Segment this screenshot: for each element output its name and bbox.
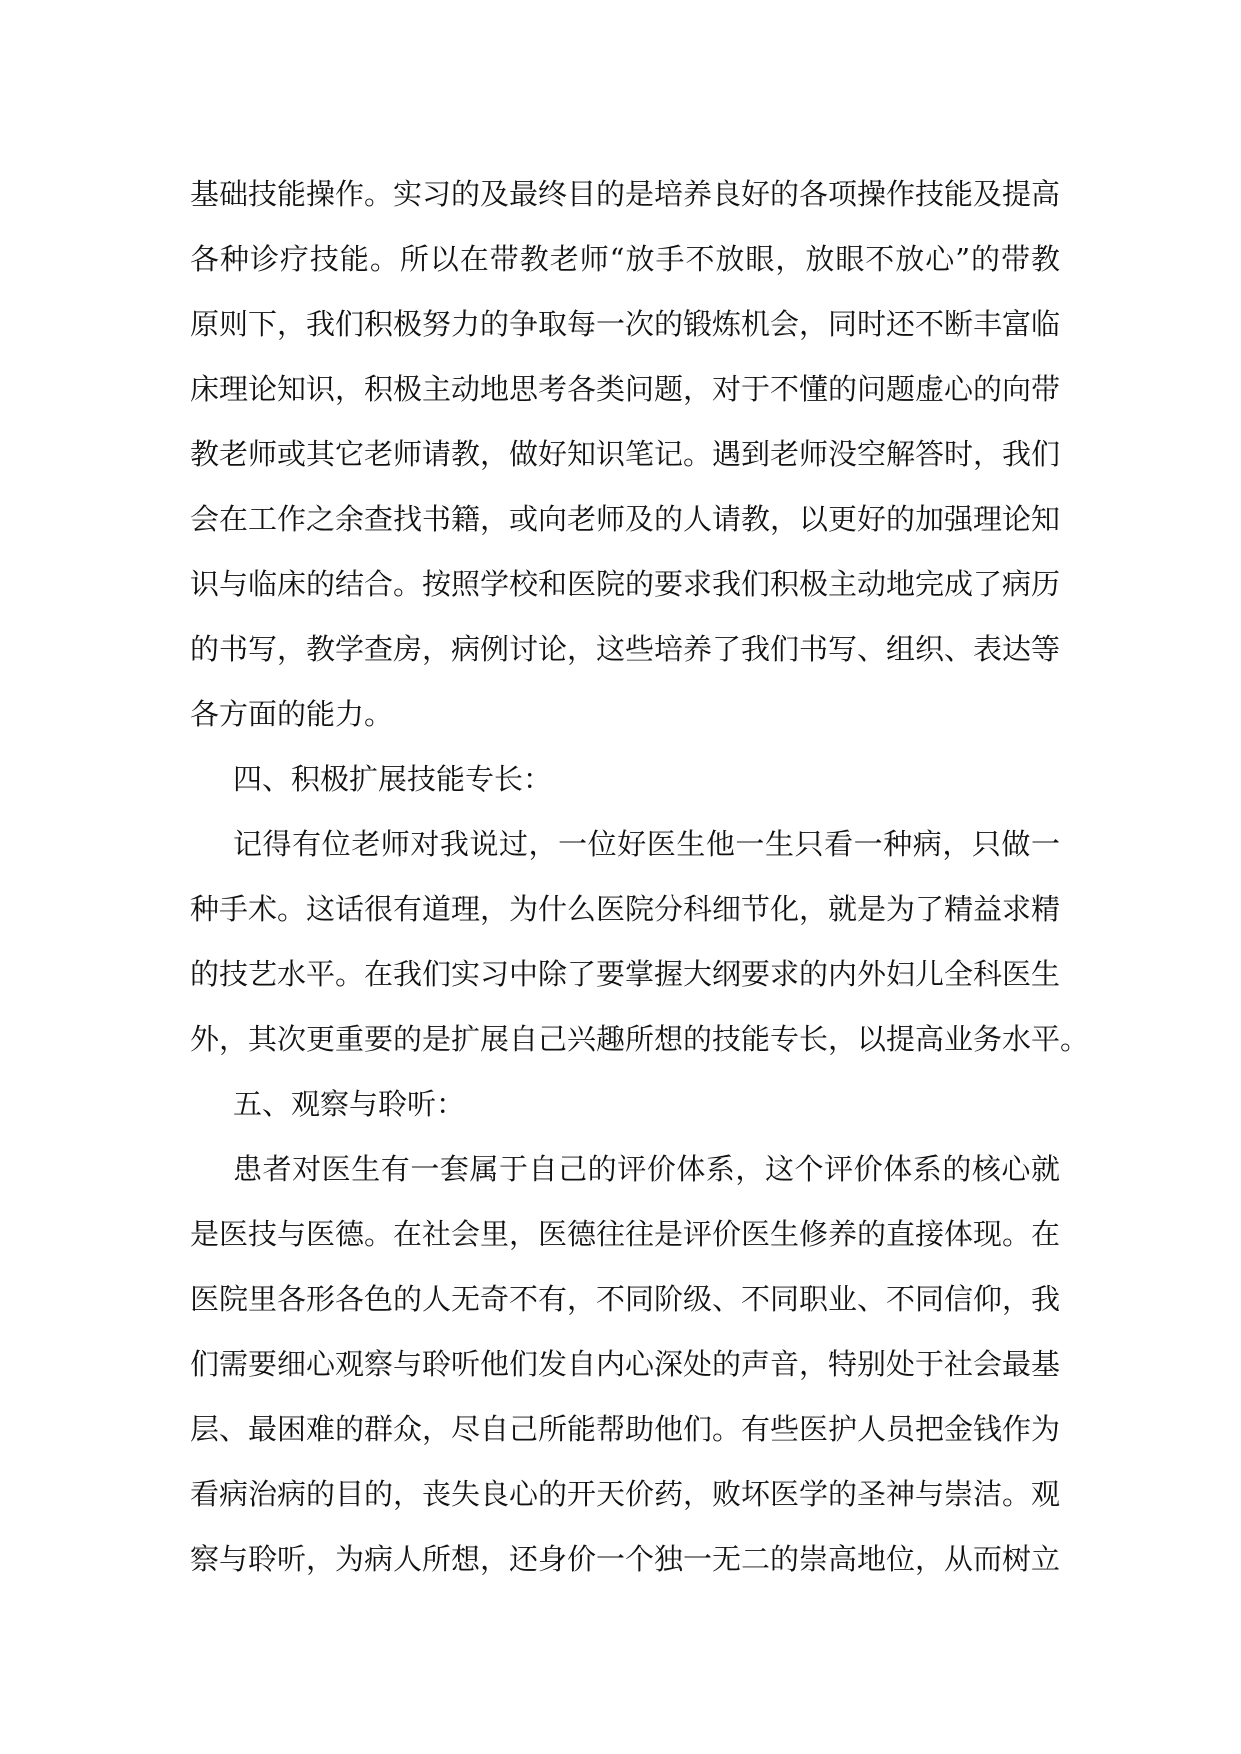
paragraph-line: 的书写，教学查房，病例讨论，这些培养了我们书写、组织、表达等 — [190, 632, 1061, 666]
paragraph-line: 基础技能操作。实习的及最终目的是培养良好的各项操作技能及提高 — [190, 177, 1061, 211]
section-heading: 五、观察与聆听： — [233, 1087, 466, 1121]
paragraph-line: 各种诊疗技能。所以在带教老师“放手不放眼，放眼不放心”的带教 — [190, 242, 1060, 276]
paragraph-line: 察与聆听，为病人所想，还身价一个独一无二的崇高地位，从而树立 — [190, 1542, 1061, 1576]
paragraph-line: 种手术。这话很有道理，为什么医院分科细节化，就是为了精益求精 — [190, 892, 1061, 926]
paragraph-line: 看病治病的目的，丧失良心的开天价药，败坏医学的圣神与崇洁。观 — [190, 1477, 1061, 1511]
section-heading: 四、积极扩展技能专长： — [233, 762, 553, 796]
paragraph-line: 识与临床的结合。按照学校和医院的要求我们积极主动地完成了病历 — [190, 567, 1061, 601]
paragraph-line: 层、最困难的群众，尽自己所能帮助他们。有些医护人员把金钱作为 — [190, 1412, 1061, 1446]
paragraph-line: 外，其次更重要的是扩展自己兴趣所想的技能专长，以提高业务水平。 — [190, 1022, 1090, 1056]
paragraph-line: 们需要细心观察与聆听他们发自内心深处的声音，特别处于社会最基 — [190, 1347, 1061, 1381]
paragraph-line: 床理论知识，积极主动地思考各类问题，对于不懂的问题虚心的向带 — [190, 372, 1061, 406]
paragraph-line: 记得有位老师对我说过，一位好医生他一生只看一种病，只做一 — [233, 827, 1060, 861]
paragraph-line: 是医技与医德。在社会里，医德往往是评价医生修养的直接体现。在 — [190, 1217, 1061, 1251]
paragraph-line: 会在工作之余查找书籍，或向老师及的人请教，以更好的加强理论知 — [190, 502, 1061, 536]
paragraph-line: 医院里各形各色的人无奇不有，不同阶级、不同职业、不同信仰，我 — [190, 1282, 1061, 1316]
document-body — [190, 162, 1090, 1592]
paragraph-line: 患者对医生有一套属于自己的评价体系，这个评价体系的核心就 — [233, 1152, 1060, 1186]
paragraph-line: 各方面的能力。 — [190, 697, 394, 731]
paragraph-line: 教老师或其它老师请教，做好知识笔记。遇到老师没空解答时，我们 — [190, 437, 1061, 471]
paragraph-line: 原则下，我们积极努力的争取每一次的锻炼机会，同时还不断丰富临 — [190, 307, 1061, 341]
paragraph-line: 的技艺水平。在我们实习中除了要掌握大纲要求的内外妇儿全科医生 — [190, 957, 1061, 991]
